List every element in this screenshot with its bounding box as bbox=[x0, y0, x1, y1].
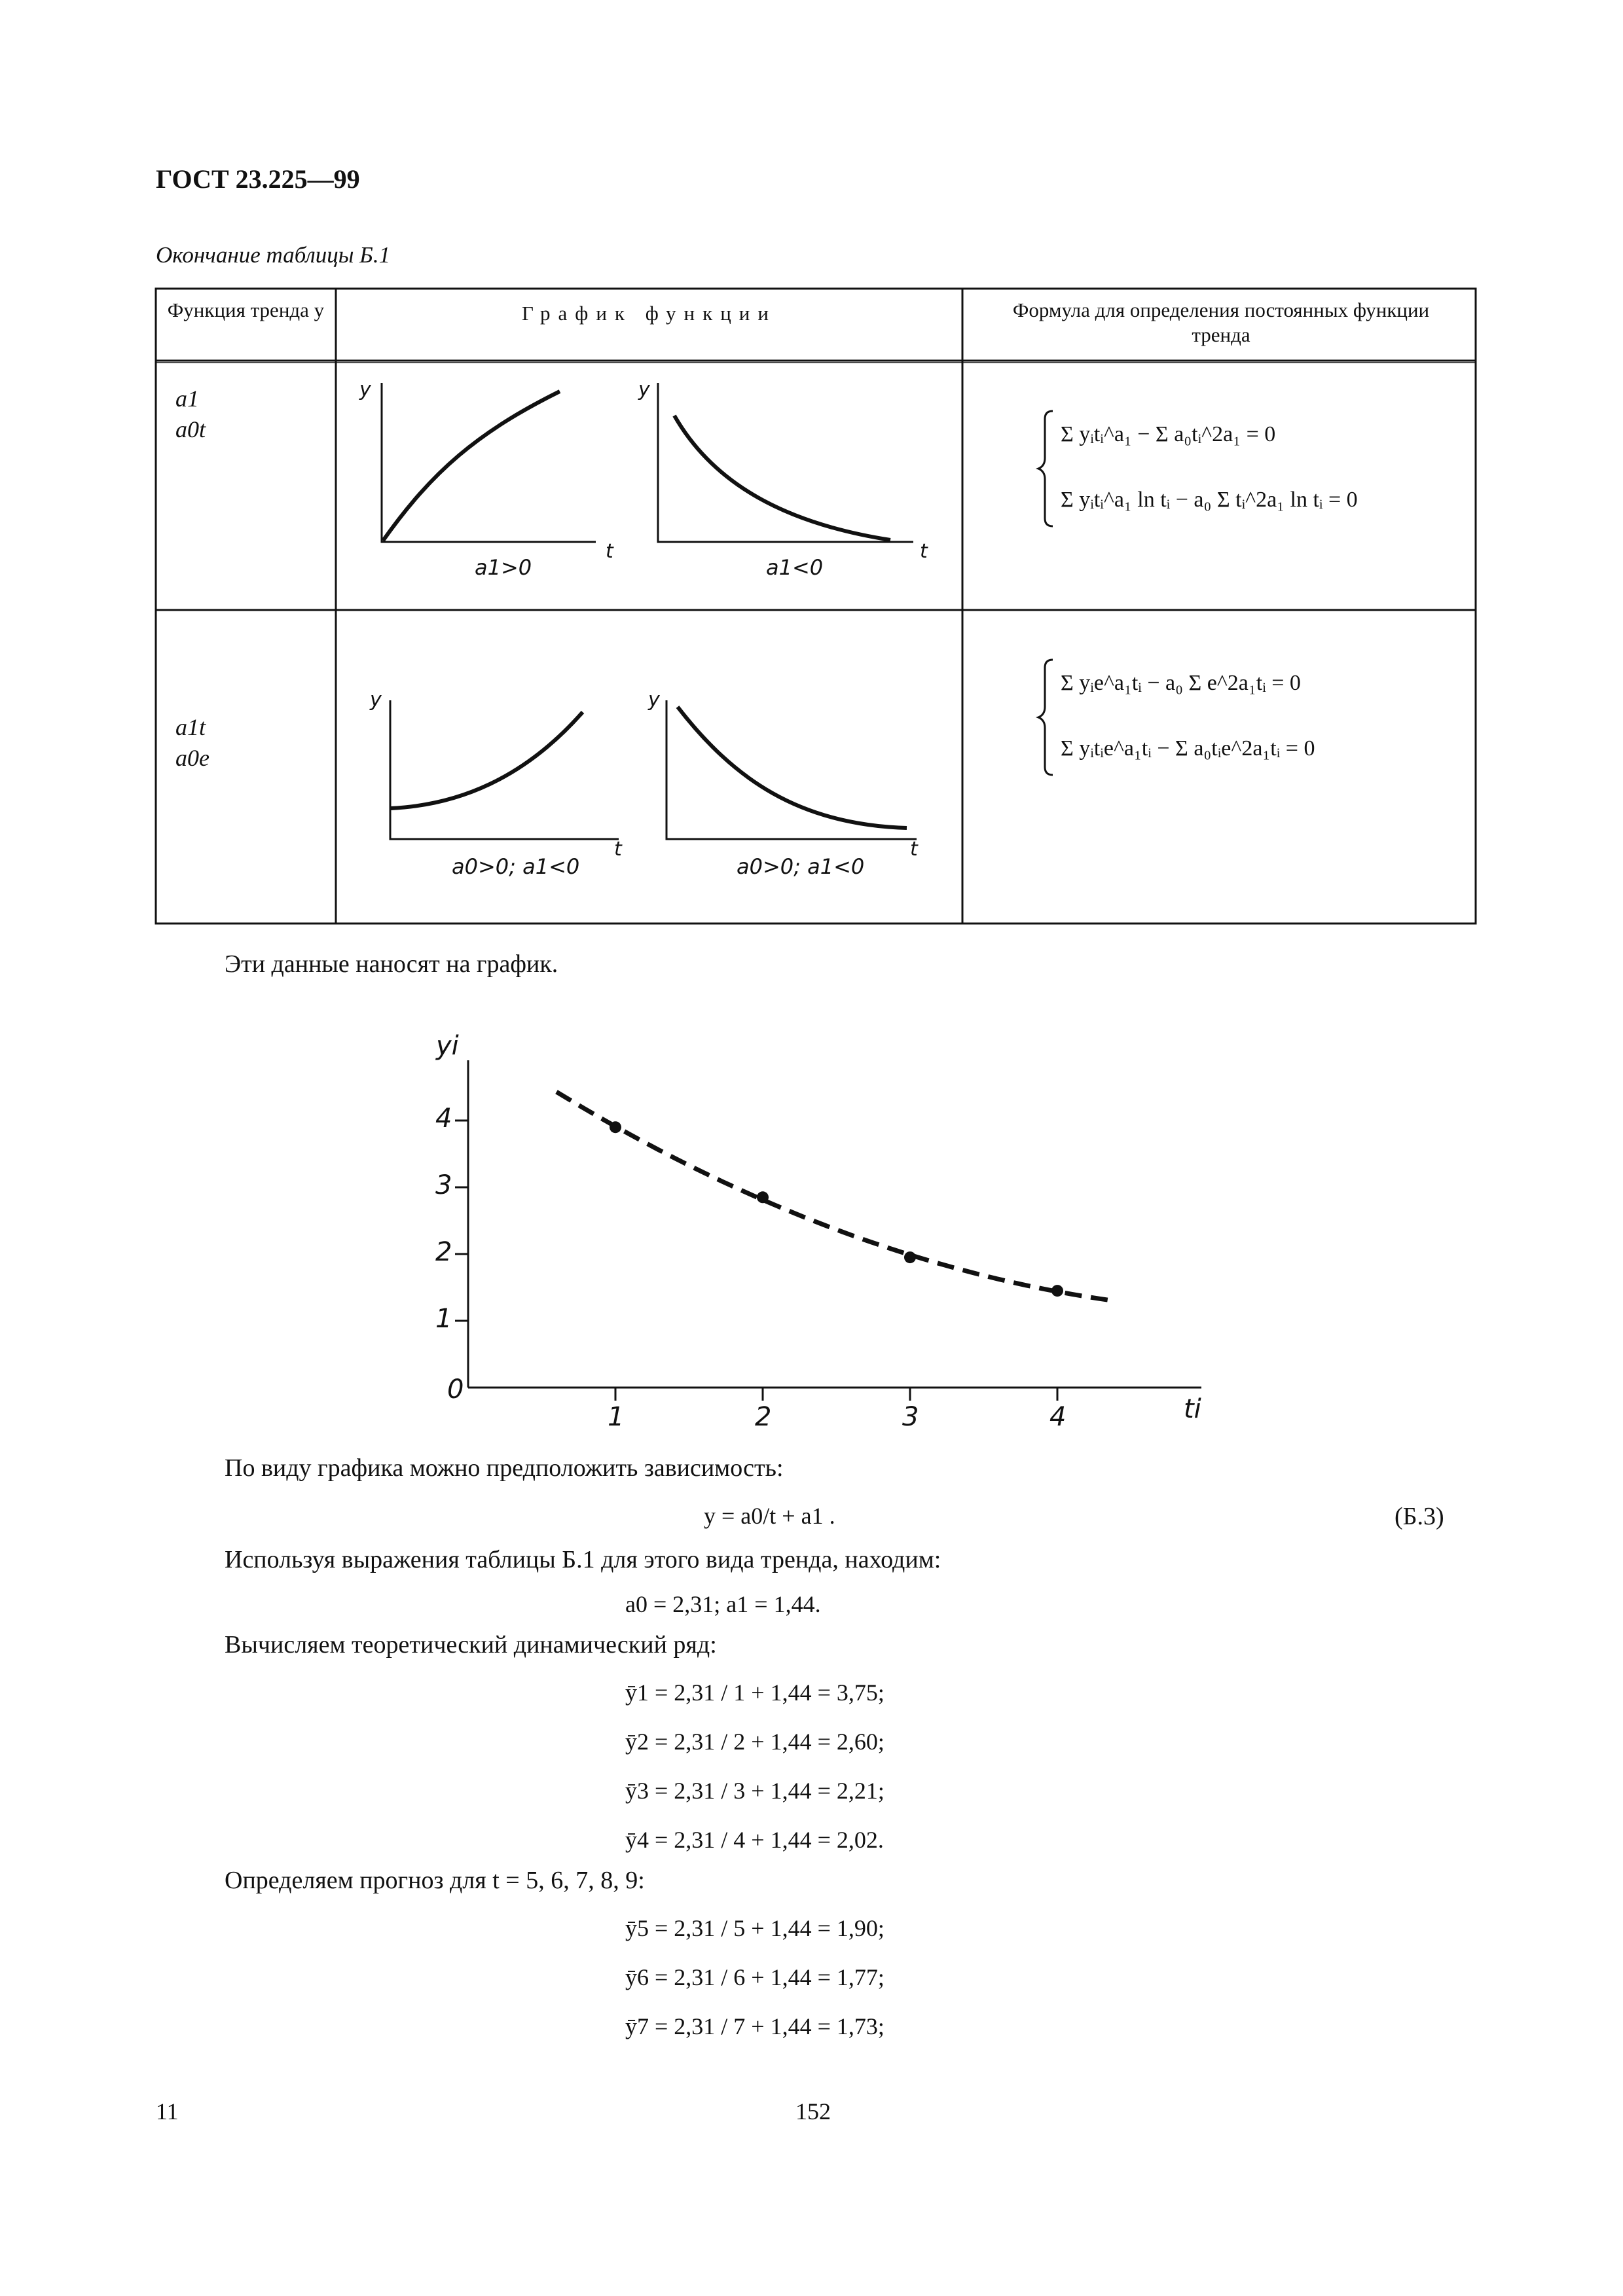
equation-y7: ȳ7 = 2,31 / 7 + 1,44 = 1,73; bbox=[625, 2013, 884, 2039]
equation-y2: ȳ2 = 2,31 / 2 + 1,44 = 2,60; bbox=[625, 1729, 884, 1755]
row1-graph2-y-label: y bbox=[638, 378, 650, 401]
y-tick-label: 3 bbox=[435, 1170, 452, 1200]
page-number: 152 bbox=[795, 2098, 831, 2125]
paragraph-theoretical-series: Вычисляем теоретический динамический ряд: bbox=[225, 1631, 717, 1659]
row1-graph1-t-label: t bbox=[606, 540, 613, 563]
chart-x-axis-label: ti bbox=[1184, 1394, 1201, 1424]
row2-function-line1: a1t bbox=[175, 714, 206, 740]
paragraph-using-table: Используя выражения таблицы Б.1 для этого вида тренда, находим: bbox=[225, 1546, 941, 1573]
y-tick-label: 4 bbox=[435, 1103, 452, 1134]
x-tick-label: 3 bbox=[902, 1402, 919, 1432]
equation-y6: ȳ6 = 2,31 / 6 + 1,44 = 1,77; bbox=[625, 1964, 884, 1990]
chart-ticks bbox=[455, 1121, 1057, 1401]
row1-function-line2: a0t bbox=[175, 416, 206, 442]
paragraph-plot-intro: Эти данные наносят на график. bbox=[225, 950, 558, 978]
row2-graph2-t-label: t bbox=[910, 838, 918, 861]
y-tick-label: 1 bbox=[435, 1304, 452, 1334]
row1-formula-eq2: Σ yᵢtᵢ^a₁ ln tᵢ − a₀ Σ tᵢ^2a₁ ln tᵢ = 0 bbox=[1061, 488, 1358, 512]
equation-b3-number: (Б.3) bbox=[1395, 1503, 1444, 1530]
row1-graph1-y-label: y bbox=[359, 378, 371, 401]
col-header-graph: График функции bbox=[522, 302, 776, 325]
row2-graph1-t-label: t bbox=[614, 838, 622, 861]
table-caption: Окончание таблицы Б.1 bbox=[156, 242, 391, 268]
data-point bbox=[1051, 1285, 1063, 1297]
col-header-formula: Формула для определения постоянных функции тренда bbox=[1012, 298, 1430, 346]
row2-graph1-condition: a0>0; a1<0 bbox=[452, 854, 580, 879]
paragraph-forecast: Определяем прогноз для t = 5, 6, 7, 8, 9: bbox=[225, 1867, 645, 1894]
y-tick-label: 2 bbox=[435, 1237, 452, 1267]
chart-axes bbox=[468, 1060, 1201, 1388]
chart-origin-label: 0 bbox=[447, 1374, 464, 1405]
row2-formula-eq1: Σ yᵢe^a₁tᵢ − a₀ Σ e^2a₁tᵢ = 0 bbox=[1061, 671, 1301, 695]
x-tick-label: 4 bbox=[1049, 1402, 1067, 1432]
row2-graph2-condition: a0>0; a1<0 bbox=[737, 854, 865, 879]
footer-left-number: 11 bbox=[156, 2098, 179, 2125]
paragraph-assumption: По виду графика можно предположить зависимость: bbox=[225, 1454, 784, 1482]
coefficients: a0 = 2,31; a1 = 1,44. bbox=[625, 1591, 821, 1617]
data-points bbox=[610, 1121, 1063, 1297]
data-point bbox=[610, 1121, 621, 1133]
data-point bbox=[757, 1191, 769, 1203]
row2-formula-eq2: Σ yᵢtᵢe^a₁tᵢ − Σ a₀tᵢe^2a₁tᵢ = 0 bbox=[1061, 736, 1315, 761]
col-header-function: Функция тренда y bbox=[167, 298, 325, 321]
x-tick-label: 2 bbox=[755, 1402, 772, 1432]
chart-y-axis-label: yi bbox=[436, 1031, 459, 1061]
equation-b3: y = a0/t + a1 . bbox=[704, 1503, 835, 1529]
row1-formula-eq1: Σ yᵢtᵢ^a₁ − Σ a₀tᵢ^2a₁ = 0 bbox=[1061, 422, 1276, 446]
row1-graph2-t-label: t bbox=[920, 540, 928, 563]
x-tick-label: 1 bbox=[608, 1402, 625, 1432]
row2-graph2-y-label: y bbox=[648, 689, 660, 711]
equation-y1: ȳ1 = 2,31 / 1 + 1,44 = 3,75; bbox=[625, 1679, 884, 1706]
row1-graph1-condition: a1>0 bbox=[475, 555, 532, 580]
document-title: ГОСТ 23.225—99 bbox=[156, 164, 360, 194]
row2-graph1-y-label: y bbox=[370, 689, 382, 711]
data-point bbox=[904, 1251, 916, 1263]
row2-function-line2: a0e bbox=[175, 745, 210, 771]
equation-y3: ȳ3 = 2,31 / 3 + 1,44 = 2,21; bbox=[625, 1778, 884, 1804]
equation-y5: ȳ5 = 2,31 / 5 + 1,44 = 1,90; bbox=[625, 1915, 884, 1941]
row1-graph2-condition: a1<0 bbox=[766, 555, 824, 580]
equation-y4: ȳ4 = 2,31 / 4 + 1,44 = 2,02. bbox=[625, 1827, 884, 1853]
row1-function-line1: a1 bbox=[175, 386, 199, 412]
trend-line bbox=[556, 1092, 1109, 1300]
